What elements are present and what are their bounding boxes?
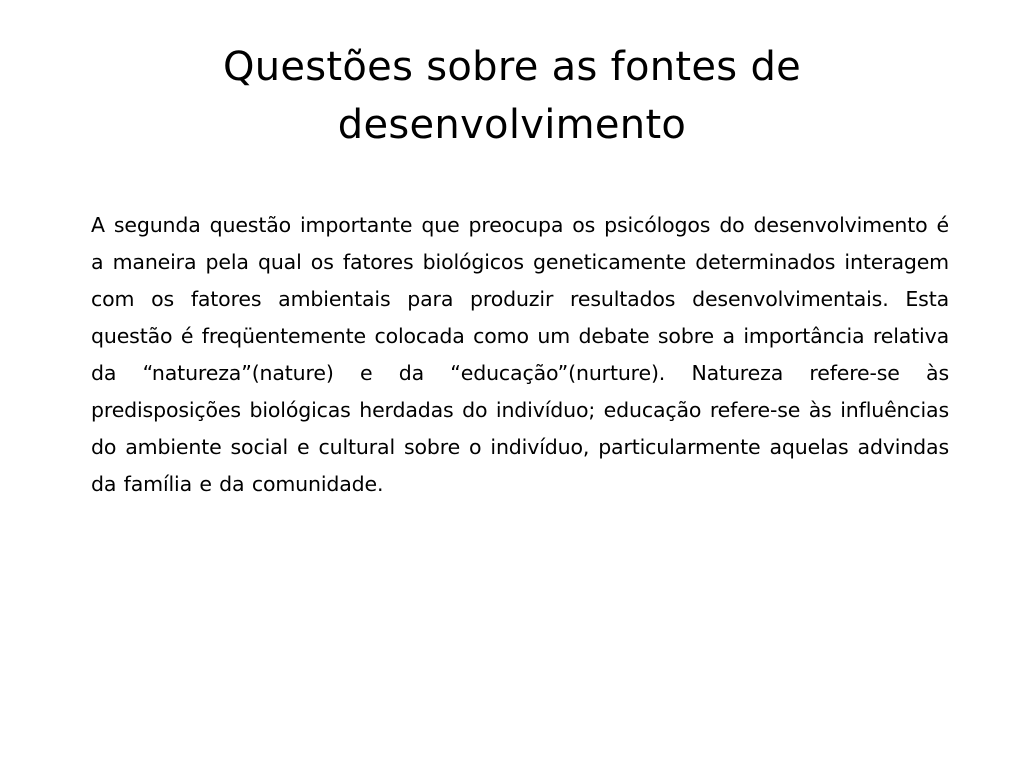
slide-title: Questões sobre as fontes de desenvolvimento — [222, 44, 802, 148]
slide-body-paragraph: A segunda questão importante que preocupa os psicólogos do desenvolvimento é a maneira pela qual os fatores biológicos geneticamente determinados interagem com os fatores ambientais para produzir resultados desenvolvimentais. Esta questão é freqüentemente colocada como um debate sobre a importância relativa da “natureza”(nature) e da “educação”(nurture). Natureza refere-se às predisposições biológicas herdadas do indivíduo; educação refere-se às influências do ambiente social e cultural sobre o indivíduo, particularmente aquelas advindas da família e da comunidade. — [91, 213, 949, 496]
